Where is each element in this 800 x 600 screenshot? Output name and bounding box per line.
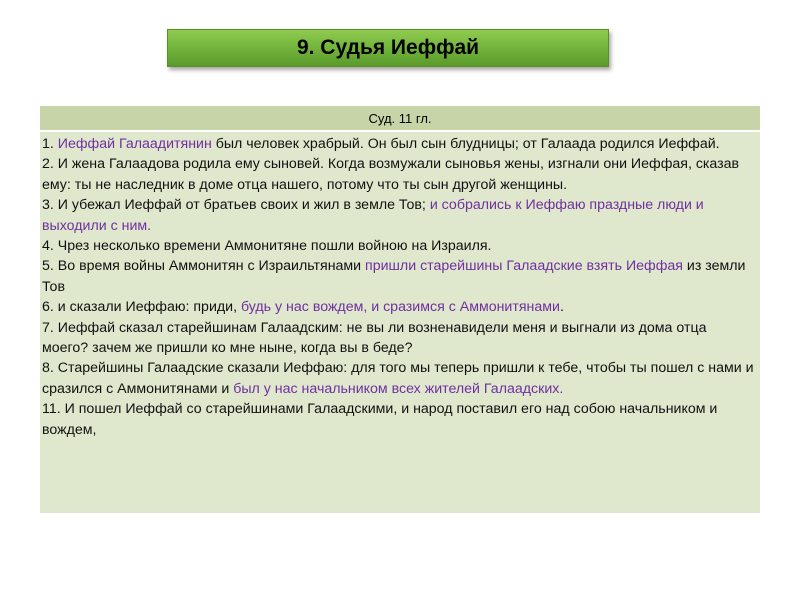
chapter-reference: Суд. 11 гл.: [368, 110, 432, 126]
verse-text: из земли Тов: [42, 258, 746, 295]
verse-text: был человек храбрый. Он был сын блудницы; от Галаада родился Иеффай.: [211, 136, 720, 152]
highlighted-text: пришли старейшины Галаадские взять Иеффая: [365, 258, 683, 275]
verse-paragraph: [42, 297, 754, 317]
verse-text: 5. Во время войны Аммонитян с Израильтянами: [42, 258, 366, 275]
verse-text: 3. И убежал Иеффай от братьев своих и жил в земле Тов;: [42, 197, 430, 214]
highlighted-text: и собрались к Иеффаю праздные люди и выходили с ним.: [42, 197, 704, 234]
verse-paragraph: [42, 358, 754, 399]
verse-text: 6. и сказали Иеффаю: приди,: [42, 299, 241, 316]
verse-text: 7. Иеффай сказал старейшинам Галаадским: не вы ли возненавидели меня и выгнали из дома отца моего? зачем же пришли ко мне ныне, когда вы в беде?: [42, 319, 707, 357]
verse-paragraph: [42, 318, 754, 359]
verses-cell: [40, 132, 760, 513]
table-header: [40, 106, 760, 132]
slide-title: 9. Судья Иеффай: [296, 36, 480, 59]
verse-text: 8. Старейшины Галаадские сказали Иеффаю: для того мы теперь пришли к тебе, чтобы ты пошел с нами и сразился с Аммонитянами и: [42, 360, 754, 397]
verse-text: 1.: [42, 136, 58, 152]
verse-paragraph: [42, 195, 754, 236]
highlighted-text: Иеффай Галаадитянин: [57, 136, 212, 152]
verse-paragraph: [42, 154, 754, 195]
verse-text: .: [559, 299, 564, 316]
verse-text: 4. Чрез несколько времени Аммонитяне пошли войною на Израиля.: [42, 238, 492, 255]
verse-paragraph: [42, 134, 754, 154]
scripture-table: [40, 106, 760, 513]
highlighted-text: будь у нас вождем, и сразимся с Аммонитянами: [240, 299, 560, 316]
title-banner: [167, 29, 609, 67]
verse-paragraph: [42, 236, 754, 256]
verse-text: 11. И пошел Иеффай со старейшинами Галаадскими, и народ поставил его над собою начальником и вождем,: [42, 401, 718, 438]
highlighted-text: был у нас начальником всех жителей Галаадских.: [233, 380, 564, 397]
verse-text: 2. И жена Галаадова родила ему сыновей. Когда возмужали сыновья жены, изгнали они Иеффая, сказав ему: ты не наследник в доме отца нашего, потому что ты сын другой женщины.: [42, 156, 740, 193]
verse-paragraph: [42, 256, 754, 297]
verse-paragraph: [42, 399, 754, 440]
